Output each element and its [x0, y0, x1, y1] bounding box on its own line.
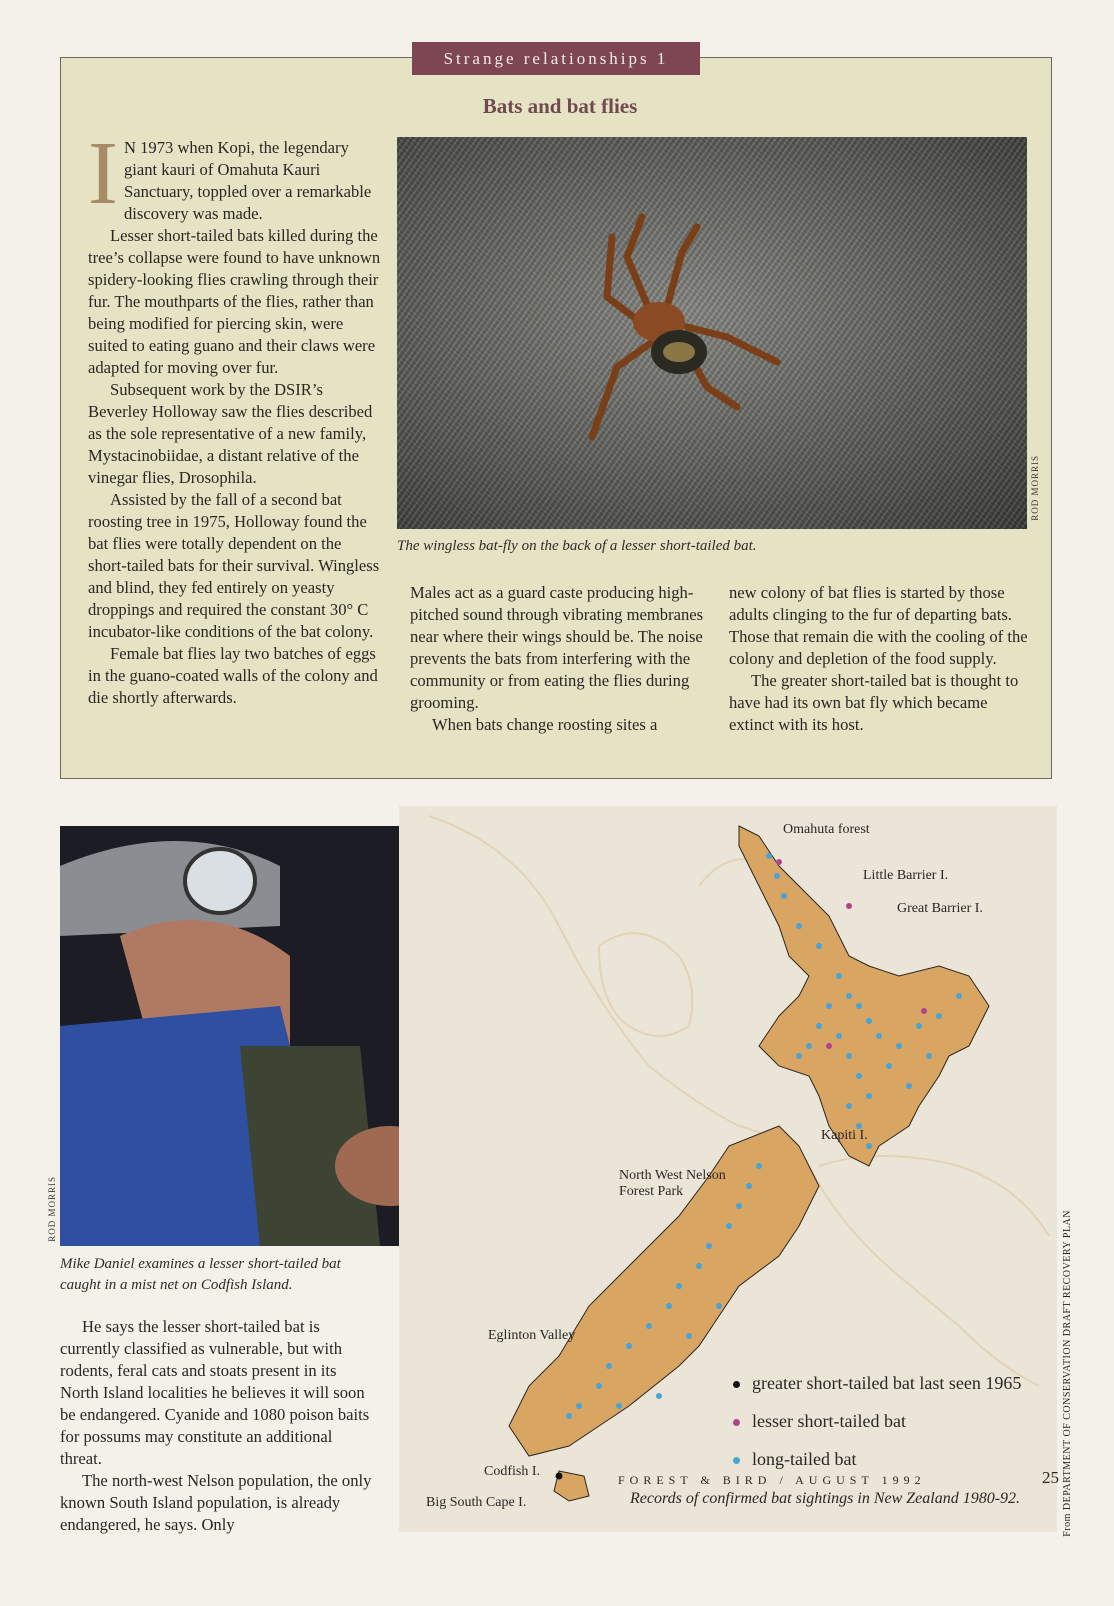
bat-fly-illustration [397, 137, 1027, 529]
bat-head-outline [599, 933, 692, 1036]
photo-credit: ROD MORRIS [1030, 455, 1040, 521]
label-codfish: Codfish I. [484, 1464, 540, 1479]
long-tailed-bat-sighting [916, 1023, 922, 1029]
paragraph: The greater short-tailed bat is thought to have had its own bat fly which became extinct with its host. [729, 671, 1019, 734]
long-tailed-bat-sighting [926, 1053, 932, 1059]
long-tailed-bat-sighting [606, 1363, 612, 1369]
long-tailed-bat-sighting [806, 1043, 812, 1049]
long-tailed-bat-sighting [816, 943, 822, 949]
legend-dot [733, 1381, 740, 1388]
paragraph: new colony of bat flies is started by those adults clinging to the fur of departing bats. Those that remain die with the cooling of the colony and depletion of the food supply. [729, 583, 1028, 668]
legend-dot [733, 1419, 740, 1426]
legend-item-lesser: lesser short-tailed bat [733, 1411, 906, 1432]
long-tailed-bat-sighting [696, 1263, 702, 1269]
drop-cap: I [88, 124, 118, 223]
long-tailed-bat-sighting [906, 1083, 912, 1089]
long-tailed-bat-sighting [706, 1243, 712, 1249]
long-tailed-bat-sighting [646, 1323, 652, 1329]
long-tailed-bat-sighting [856, 1003, 862, 1009]
photo-caption: The wingless bat-fly on the back of a lesser short-tailed bat. [397, 538, 757, 554]
long-tailed-bat-sighting [774, 873, 780, 879]
photo2-credit: ROD MORRIS [47, 1176, 57, 1242]
bat-fly-photo [397, 137, 1027, 529]
label-nw-nelson: North West Nelson [619, 1168, 726, 1183]
box-column-2 [410, 582, 706, 736]
map-credit: From DEPARTMENT OF CONSERVATION DRAFT RECOVERY PLAN [1062, 1210, 1073, 1537]
paragraph: Lesser short-tailed bats killed during the tree’s collapse were found to have unknown spidery-looking flies crawling through their fur. The mouthparts of the flies, rather than being modified for piercing skin, were suited to eating guano and their claws were adapted for moving over fur. [88, 226, 381, 377]
label-big-south-cape: Big South Cape I. [426, 1495, 527, 1510]
map-caption: Records of confirmed bat sightings in New Zealand 1980-92. [630, 1490, 1021, 1507]
label-kapiti: Kapiti I. [821, 1128, 868, 1143]
long-tailed-bat-sighting [716, 1303, 722, 1309]
long-tailed-bat-sighting [796, 923, 802, 929]
long-tailed-bat-sighting [766, 853, 772, 859]
long-tailed-bat-sighting [616, 1403, 622, 1409]
paragraph: N 1973 when Kopi, the legendary giant kauri of Omahuta Kauri Sanctuary, toppled over a remarkable discovery was made. [123, 138, 372, 223]
legend-dot [733, 1457, 740, 1464]
long-tailed-bat-sighting [566, 1413, 572, 1419]
long-tailed-bat-sighting [956, 993, 962, 999]
lesser-short-tailed-bat-sighting [826, 1043, 832, 1049]
label-omahuta: Omahuta forest [783, 822, 870, 837]
long-tailed-bat-sighting [796, 1053, 802, 1059]
long-tailed-bat-sighting [876, 1033, 882, 1039]
long-tailed-bat-sighting [626, 1343, 632, 1349]
label-forest-park: Forest Park [619, 1184, 684, 1199]
long-tailed-bat-sighting [866, 1018, 872, 1024]
long-tailed-bat-sighting [736, 1203, 742, 1209]
label-little-barrier: Little Barrier I. [863, 868, 949, 883]
long-tailed-bat-sighting [936, 1013, 942, 1019]
long-tailed-bat-sighting [816, 1023, 822, 1029]
lesser-short-tailed-bat-sighting [846, 903, 852, 909]
box-column-3 [729, 582, 1029, 736]
lesser-short-tailed-bat-sighting [776, 859, 782, 865]
legend-item-long-tailed: long-tailed bat [733, 1449, 856, 1470]
box-column-1 [88, 124, 384, 709]
long-tailed-bat-sighting [726, 1223, 732, 1229]
paragraph: Males act as a guard caste producing high-pitched sound through vibrating membranes near where their wings should be. The noise prevents the bats from interfering with the community or from eating the flies during grooming. [410, 583, 704, 712]
bat-wing-outline-2 [819, 1156, 1049, 1236]
paragraph: Female bat flies lay two batches of eggs in the guano-coated walls of the colony and die shortly afterwards. [88, 644, 378, 707]
long-tailed-bat-sighting [846, 993, 852, 999]
box-title: Bats and bat flies [482, 94, 638, 118]
long-tailed-bat-sighting [826, 1003, 832, 1009]
long-tailed-bat-sighting [856, 1073, 862, 1079]
label-great-barrier: Great Barrier I. [897, 901, 983, 916]
photo2-caption: Mike Daniel examines a lesser short-tailed bat caught in a mist net on Codfish Island. [60, 1256, 341, 1293]
lesser-short-tailed-bat-sighting [921, 1008, 927, 1014]
label-eglinton: Eglinton Valley [488, 1328, 576, 1343]
greater-short-tailed-bat-sighting [556, 1473, 563, 1480]
long-tailed-bat-sighting [756, 1163, 762, 1169]
long-tailed-bat-sighting [866, 1093, 872, 1099]
long-tailed-bat-sighting [886, 1063, 892, 1069]
long-tailed-bat-sighting [836, 973, 842, 979]
long-tailed-bat-sighting [666, 1303, 672, 1309]
section-tab: Strange relationships 1 [412, 42, 700, 75]
paragraph: Assisted by the fall of a second bat roosting tree in 1975, Holloway found the bat flies were totally dependent on the short-tailed bats for their survival. Wingless and blind, they fed entirely on yeasty droppings and required the constant 30° C incubator-like conditions of the bat colony. [88, 490, 380, 641]
paragraph: The north-west Nelson population, the only known South Island population, is already endangered, he says. Only [60, 1471, 372, 1534]
legend-item-greater: greater short-tailed bat last seen 1965 [733, 1373, 1021, 1394]
paragraph: Subsequent work by the DSIR’s Beverley Holloway saw the flies described as the sole representative of a new family, Mystacinobiidae, a distant relative of the vinegar flies, Drosophila. [88, 380, 373, 487]
running-footer: FOREST & BIRD / AUGUST 1992 [618, 1473, 926, 1487]
body-column [60, 1316, 378, 1536]
long-tailed-bat-sighting [836, 1033, 842, 1039]
long-tailed-bat-sighting [746, 1183, 752, 1189]
paragraph: He says the lesser short-tailed bat is currently classified as vulnerable, but with rodents, feral cats and stoats present in its North Island localities he believes it will soon be endangered. Cyanide and 1080 poison baits for possums may constitute an additional threat. [60, 1317, 370, 1468]
long-tailed-bat-sighting [656, 1393, 662, 1399]
long-tailed-bat-sighting [576, 1403, 582, 1409]
long-tailed-bat-sighting [846, 1103, 852, 1109]
paragraph: When bats change roosting sites a [432, 715, 658, 734]
long-tailed-bat-sighting [686, 1333, 692, 1339]
long-tailed-bat-sighting [676, 1283, 682, 1289]
long-tailed-bat-sighting [846, 1053, 852, 1059]
long-tailed-bat-sighting [596, 1383, 602, 1389]
long-tailed-bat-sighting [781, 893, 787, 899]
long-tailed-bat-sighting [896, 1043, 902, 1049]
page-number: 25 [1042, 1468, 1059, 1487]
